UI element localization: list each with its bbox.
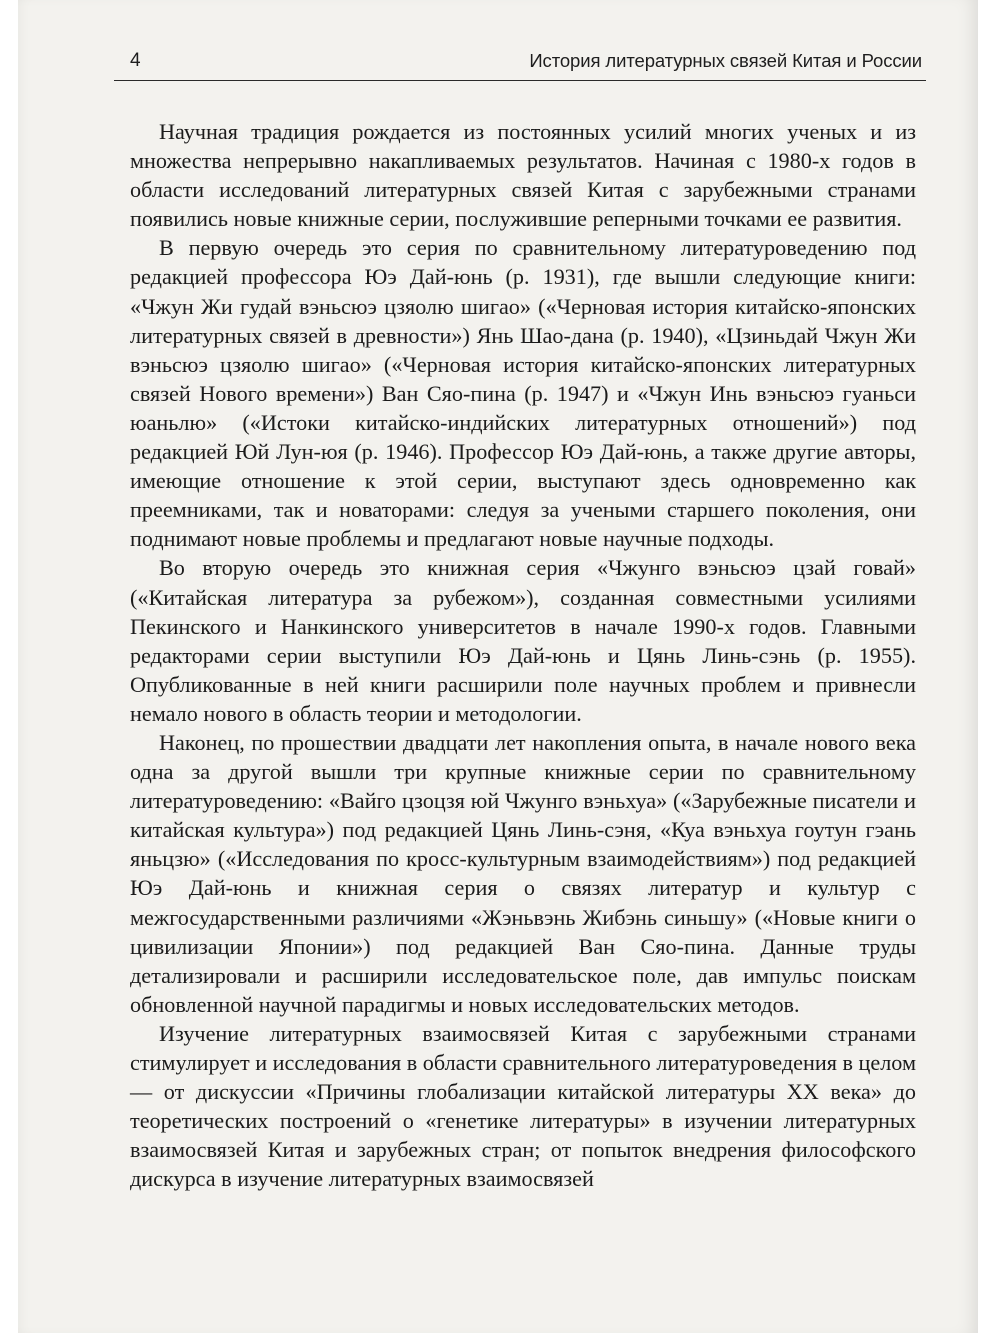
page-header <box>114 46 926 81</box>
book-page <box>18 0 978 1333</box>
paragraph: Научная традиция рождается из постоянных усилий многих ученых и из множества непрерывно накапливаемых результатов. Начиная с 1980-х годов в области исследований литературных связей Китая с зарубежными странами появились новые книжные серии, послужившие реперными точками ее развития. <box>130 119 916 232</box>
body-text <box>130 117 916 1193</box>
paragraph: Наконец, по прошествии двадцати лет накопления опыта, в начале нового века одна за другой вышли три крупные книжные серии по сравнительному литературоведению: «Вайго цзоцзя юй Чжунго вэньхуа» («Зарубежные писатели и китайская культура») под редакцией Цянь Линь-сэня, «Куа вэньхуа гоутун гэань яньцзю» («Исследования по кросс-культурным взаимодействиям») под редакцией Юэ Дай-юнь и книжная серия о связях литератур и культур с межгосударственными различиями «Жэньвэнь Жибэнь синьшу» («Новые книги о цивилизации Японии») под редакцией Ван Сяо-пина. Данные труды детализировали и расширили исследовательское поле, дав импульс поискам обновленной научной парадигмы и новых исследовательских методов. <box>130 729 916 1017</box>
paragraph: Во вторую очередь это книжная серия «Чжунго вэньсюэ цзай говай» («Китайская литература за рубежом»), созданная совместными усилиями Пекинского и Нанкинского университетов в начале 1990-х годов. Главными редакторами серии выступили Юэ Дай-юнь и Цянь Линь-сэнь (р. 1955). Опубликованные в ней книги расширили поле научных проблем и привнесли немало нового в область теории и методологии. <box>130 555 916 726</box>
paragraph: В первую очередь это серия по сравнительному литературоведению под редакцией профессора Юэ Дай-юнь (р. 1931), где вышли следующие книги: «Чжун Жи гудай вэньсюэ цзяолю шигао» («Черновая история китайско-японских литературных связей в древности») Янь Шао-дана (р. 1940), «Цзиньдай Чжун Жи вэньсюэ цзяолю шигао» («Черновая история китайско-японских литературных связей Нового времени») Ван Сяо-пина (р. 1947) и «Чжун Инь вэньсюэ гуаньси юаньлю» («Истоки китайско-индийских литературных отношений») под редакцией Юй Лун-юя (р. 1946). Профессор Юэ Дай-юнь, а также другие авторы, имеющие отношение к этой серии, выступают здесь одновременно как преемниками, так и новаторами: следуя за учеными старшего поколения, они поднимают новые проблемы и предлагают новые научные подходы. <box>130 235 916 552</box>
paragraph: Изучение литературных взаимосвязей Китая с зарубежными странами стимулирует и исследования в области сравнительного литературоведения в целом — от дискуссии «Причины глобализации китайской литературы XX века» до теоретических построений о «генетике литературы» в изучении литературных взаимосвязей Китая и зарубежных стран; от попыток внедрения философского дискурса в изучение литературных взаимосвязей <box>130 1020 916 1192</box>
page-number: 4 <box>130 50 141 71</box>
running-title: История литературных связей Китая и России <box>529 50 922 71</box>
